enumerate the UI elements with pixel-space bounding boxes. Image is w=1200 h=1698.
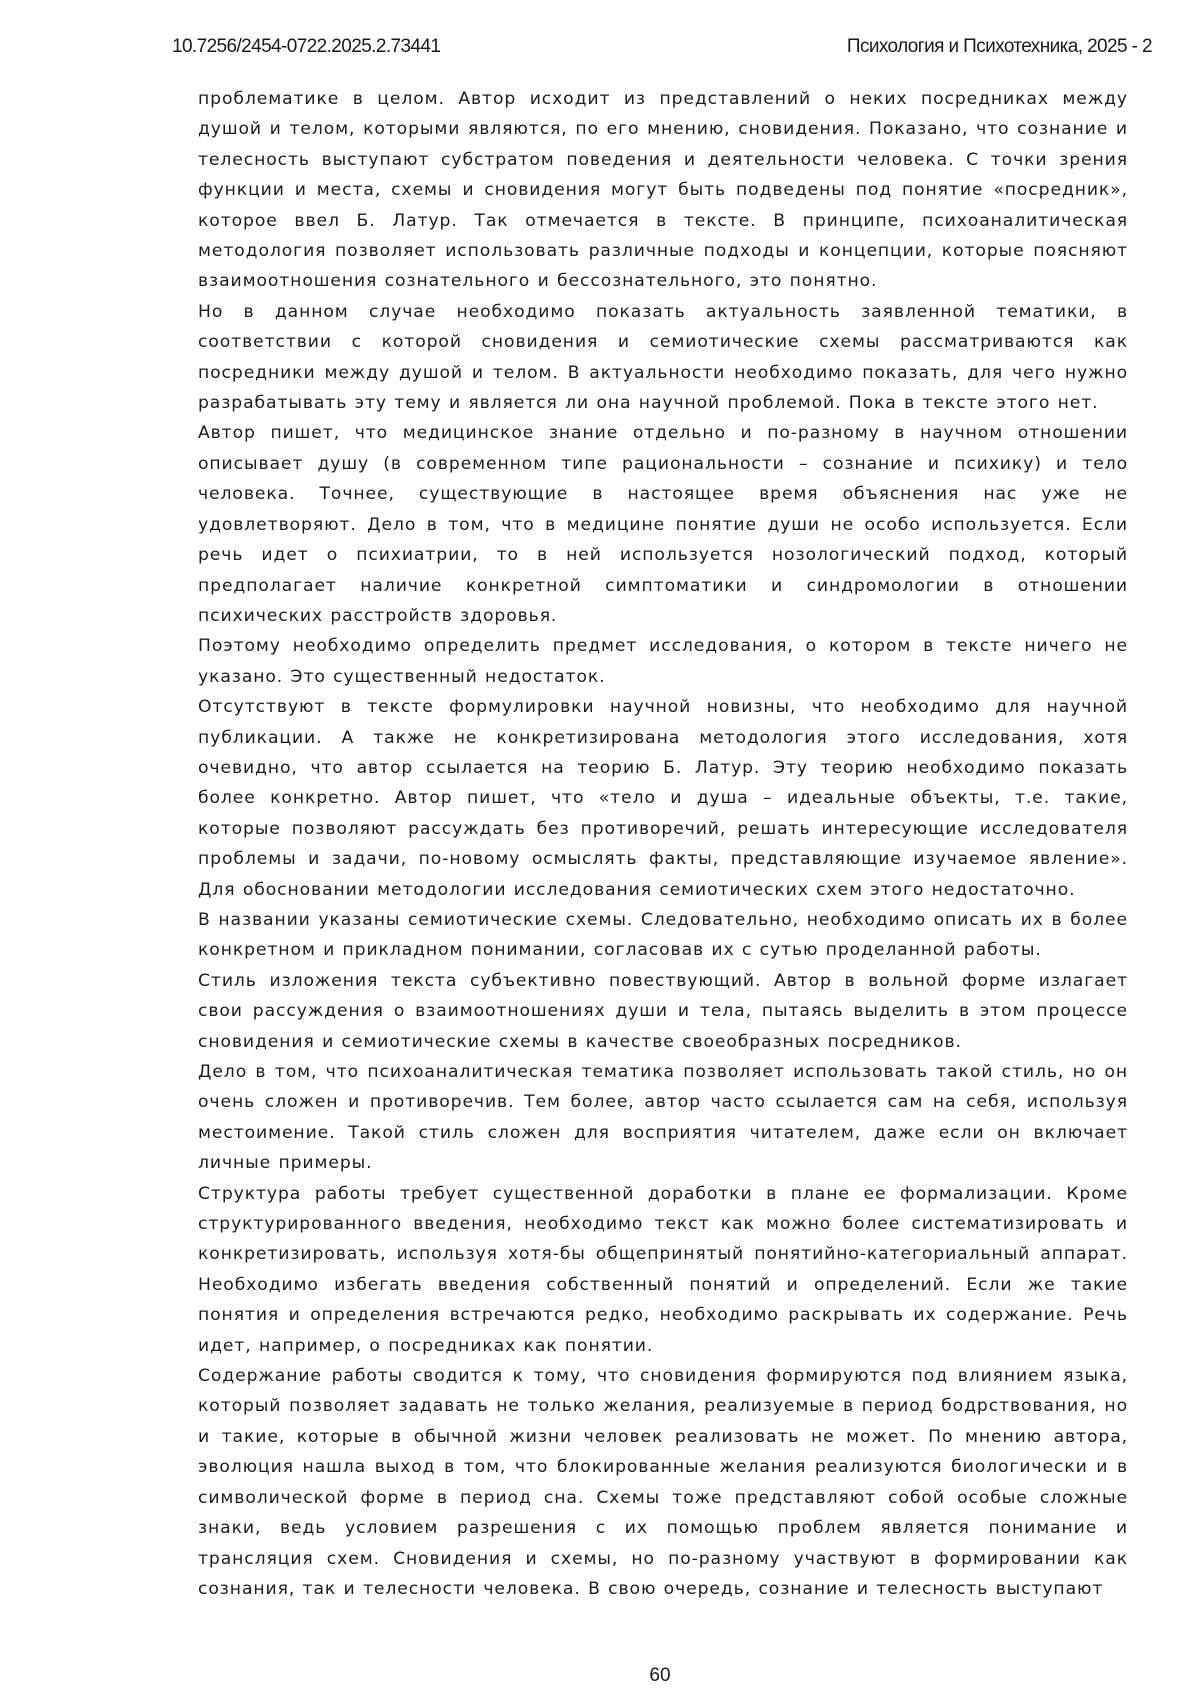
paragraph: Дело в том, что психоаналитическая тематика позволяет использовать такой стиль, но он очень сложен и противоречив. Тем более, автор часто ссылается сам на себя, используя местоимение. Такой стиль сложен для восприятия читателем, даже если он включает личные примеры. bbox=[198, 1062, 1128, 1174]
page-number: 60 bbox=[649, 1665, 671, 1686]
paragraph: Автор пишет, что медицинское знание отдельно и по-разному в научном отношении описывает душу (в современном типе рациональности – сознание и психику) и тело человека. Точнее, существующие в настоящее время объяснения нас уже не удовлетворяют. Дело в том, что в медицине понятие души не особо используется. Если речь идет о психиатрии, то в ней используется нозологический подход, который предполагает наличие конкретной симптоматики и синдромологии в отношении психических расстройств здоровья. bbox=[198, 423, 1128, 626]
paragraph: В названии указаны семиотические схемы. Следовательно, необходимо описать их в более конкретном и прикладном понимании, согласовав их с сутью проделанной работы. bbox=[198, 909, 1128, 961]
paragraph: проблематике в целом. Автор исходит из представлений о неких посредниках между душой и телом, которыми являются, по его мнению, сновидения. Показано, что сознание и телесность выступают субстратом поведения и деятельности человека. С точки зрения функции и места, схемы и сновидения могут быть подведены под понятие «посредник», которое ввел Б. Латур. Так отмечается в тексте. В принципе, психоаналитическая методология позволяет использовать различные подходы и концепции, которые поясняют взаимоотношения сознательного и бессознательного, это понятно. bbox=[198, 89, 1128, 292]
body-text bbox=[198, 84, 1128, 1604]
paragraph: Стиль изложения текста субъективно повествующий. Автор в вольной форме излагает свои рассуждения о взаимоотношениях души и тела, пытаясь выделить в этом процессе сновидения и семиотические схемы в качестве своеобразных посредников. bbox=[198, 970, 1128, 1052]
paragraph: Структура работы требует существенной доработки в плане ее формализации. Кроме структурированного введения, необходимо текст как можно более систематизировать и конкретизировать, используя хотя-бы общепринятый понятийно-категориальный аппарат. Необходимо избегать введения собственный понятий и определений. Если же такие понятия и определения встречаются редко, необходимо раскрывать их содержание. Речь идет, например, о посредниках как понятии. bbox=[198, 1183, 1128, 1356]
journal-header: Психология и Психотехника, 2025 - 2 bbox=[846, 36, 1152, 57]
paragraph: Поэтому необходимо определить предмет исследования, о котором в тексте ничего не указано. Это существенный недостаток. bbox=[198, 636, 1128, 687]
paragraph: Отсутствуют в тексте формулировки научной новизны, что необходимо для научной публикации. А также не конкретизирована методология этого исследования, хотя очевидно, что автор ссылается на теорию Б. Латур. Эту теорию необходимо показать более конкретно. Автор пишет, что «тело и душа – идеальные объекты, т.е. такие, которые позволяют рассуждать без противоречий, решать интересующие исследователя проблемы и задачи, по-новому осмыслять факты, представляющие изучаемое явление». Для обосновании методологии исследования семиотических схем этого недостаточно. bbox=[198, 697, 1128, 900]
doi-header: 10.7256/2454-0722.2025.2.73441 bbox=[172, 36, 441, 57]
paragraph: Но в данном случае необходимо показать актуальность заявленной тематики, в соответствии с которой сновидения и семиотические схемы рассматриваются как посредники между душой и телом. В актуальности необходимо показать, для чего нужно разрабатывать эту тему и является ли она научной проблемой. Пока в тексте этого нет. bbox=[198, 301, 1128, 414]
paragraph: Содержание работы сводится к тому, что сновидения формируются под влиянием языка, который позволяет задавать не только желания, реализуемые в период бодрствования, но и такие, которые в обычной жизни человек реализовать не может. По мнению автора, эволюция нашла выход в том, что блокированные желания реализуются биологически и в символической форме в период сна. Схемы тоже представляют собой особые сложные знаки, ведь условием разрешения с их помощью проблем является понимание и трансляция схем. Сновидения и схемы, но по-разному участвуют в формировании как сознания, так и телесности человека. В свою очередь, сознание и телесность выступают bbox=[198, 1366, 1128, 1599]
